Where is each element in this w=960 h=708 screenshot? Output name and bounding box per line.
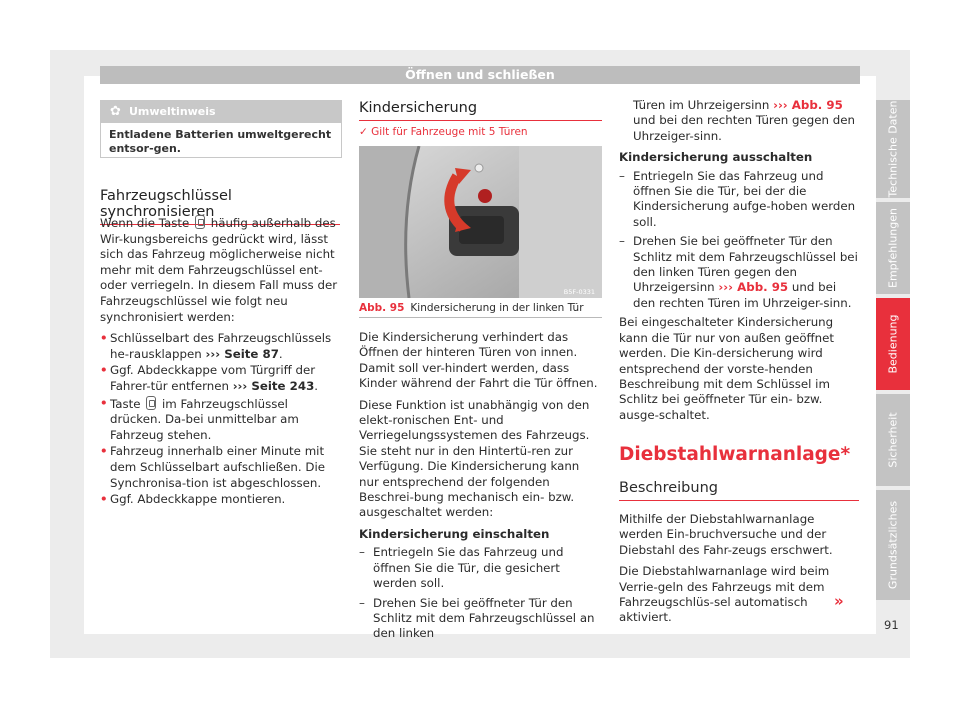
chapter-tabs <box>876 100 910 604</box>
environment-note-text: Entladene Batterien umweltgerecht entsor-gen. <box>109 128 332 155</box>
figure-code: B5F-0331 <box>563 288 595 296</box>
child-lock-title-wrap <box>359 100 602 121</box>
child-lock-body-continued: Türen im Uhrzeigersinn ››› Abb. 95 und bei den rechten Türen gegen den Uhrzeiger-sinn. Kindersicherung ausschalten – Entriegeln Sie das Fahrzeug und öffnen Sie die Tür, bei der die Kindersicherung aufge-hoben werden soll. – Drehen Sie bei geöffneter Tür den Schlitz mit dem Fahrzeugschlüssel bei den linken Türen gegen den Uhrzeigersinn ››› Abb. 95 und bei den rechten Türen im Uhrzeiger-sinn. Bei eingeschalteter Kindersicherung kann die Tür nur von außen geöffnet werden. Die Kin-dersicherung wird entsprechend der vorste-henden Beschreibung mit dem Schlüssel im Schlitz bei geöffneter Tür ein- bzw. ausge-schaltet. <box>619 98 859 429</box>
page-header: Öffnen und schließen <box>100 66 860 84</box>
alarm-body: Mithilfe der Diebstahlwarnanlage werden Ein-bruchversuche und der Diebstahl des Fahr-zeugs erschwert. Die Diebstahlwarnanlage wird beim Verrie-geln des Fahrzeugs mit dem Fahrzeugschlüs-sel automatisch aktiviert. <box>619 512 833 625</box>
tab-empfehlungen[interactable]: Empfehlungen <box>876 202 910 294</box>
list-item: – Drehen Sie bei geöffneter Tür den Schlitz mit dem Fahrzeugschlüssel bei den linken Türen gegen den Uhrzeigersinn ››› Abb. 95 und bei den rechten Türen im Uhrzeiger-sinn. <box>619 234 859 311</box>
figure-label: Abb. 95 <box>359 302 405 314</box>
continue-arrow-icon: » <box>834 592 844 610</box>
validity-note: ✓ Gilt für Fahrzeuge mit 5 Türen <box>359 126 528 138</box>
list-item: – Entriegeln Sie das Fahrzeug und öffnen Sie die Tür, die gesichert werden soll. <box>359 545 602 591</box>
tab-sicherheit[interactable]: Sicherheit <box>876 394 910 486</box>
page-reference-link[interactable]: ››› Seite 243 <box>232 378 315 393</box>
sync-section-body: Wenn die Taste häufig außerhalb des Wir-kungsbereichs gedrückt wird, lässt sich das Fahrzeug möglicherweise nicht mehr mit dem Fahrzeugschlüssel ent- oder verriegeln. In diesem Fall muss der Fahrzeugschlüssel wie folgt neu synchronisiert werden: • Schlüsselbart des Fahrzeugschlüssels he-rausklappen ››› Seite 87. • Ggf. Abdeckkappe vom Türgriff der Fahrer-tür entfernen ››› Seite 243. • Taste im Fahrzeugschlüssel drücken. Da-bei unmittelbar am Fahrzeug stehen. • Fahrzeug innerhalb einer Minute mit dem Schlüsselbart aufschließen. Die Synchronisa-tion ist abgeschlossen. • Ggf. Abdeckkappe montieren. <box>100 215 340 509</box>
page-number: 91 <box>884 618 899 632</box>
list-item: – Drehen Sie bei geöffneter Tür den Schlitz mit dem Fahrzeugschlüssel an den linken <box>359 596 602 642</box>
child-lock-title: Kindersicherung <box>359 100 602 121</box>
child-lock-off-heading: Kindersicherung ausschalten <box>619 150 813 165</box>
child-lock-on-heading: Kindersicherung einschalten <box>359 526 550 541</box>
figure-caption: Abb. 95 Kindersicherung in der linken Tür <box>359 300 602 318</box>
tab-bedienung[interactable]: Bedienung <box>876 298 910 390</box>
list-item: • Ggf. Abdeckkappe montieren. <box>100 492 340 508</box>
flower-icon: ✿ <box>110 104 121 119</box>
tab-technische-daten[interactable]: Technische Daten <box>876 100 910 198</box>
environment-note <box>100 100 342 158</box>
tab-grundsaetzliches[interactable]: Grundsätzliches <box>876 490 910 600</box>
list-item: • Ggf. Abdeckkappe vom Türgriff der Fahrer-tür entfernen ››› Seite 243. <box>100 363 340 394</box>
list-item: • Fahrzeug innerhalb einer Minute mit dem Schlüsselbart aufschließen. Die Synchronisa-tion ist abgeschlossen. <box>100 444 340 491</box>
page-reference-link[interactable]: ››› Seite 87 <box>205 346 279 361</box>
list-item: – Entriegeln Sie das Fahrzeug und öffnen Sie die Tür, bei der die Kindersicherung aufge-hoben werden soll. <box>619 169 859 231</box>
door-illustration <box>359 146 602 298</box>
alarm-section-title: Diebstahlwarnanlage* <box>619 444 851 465</box>
key-lock-icon <box>146 396 156 410</box>
key-lock-icon <box>195 215 205 229</box>
child-lock-body: Die Kindersicherung verhindert das Öffnen der hinteren Türen von innen. Damit soll ver-hindert werden, dass Kinder während der Fahrt die Tür öffnen. Diese Funktion ist unabhängig von den elekt-ronischen Ent- und Verriegelungssystemen des Fahrzeugs. Sie steht nur in den Hintertü-ren zur Verfügung. Die Kindersicherung kann nur entsprechend der folgenden Beschrei-bung mechanisch ein- bzw. ausgeschaltet werden: Kindersicherung einschalten – Entriegeln Sie das Fahrzeug und öffnen Sie die Tür, die gesichert werden soll. – Drehen Sie bei geöffneter Tür den Schlitz mit dem Fahrzeugschlüssel an den linken <box>359 330 602 646</box>
list-item: • Schlüsselbart des Fahrzeugschlüssels he-rausklappen ››› Seite 87. <box>100 331 340 362</box>
child-lock-figure <box>359 146 602 298</box>
environment-note-label: Umweltinweis <box>129 105 216 118</box>
figure-reference-link[interactable]: ››› Abb. 95 <box>773 98 843 112</box>
alarm-subsection-title: Beschreibung <box>619 480 859 501</box>
list-item: • Taste im Fahrzeugschlüssel drücken. Da-bei unmittelbar am Fahrzeug stehen. <box>100 396 340 444</box>
sync-section-title: Fahrzeugschlüssel synchronisieren <box>100 188 340 225</box>
figure-reference-link[interactable]: ››› Abb. 95 <box>718 280 789 295</box>
